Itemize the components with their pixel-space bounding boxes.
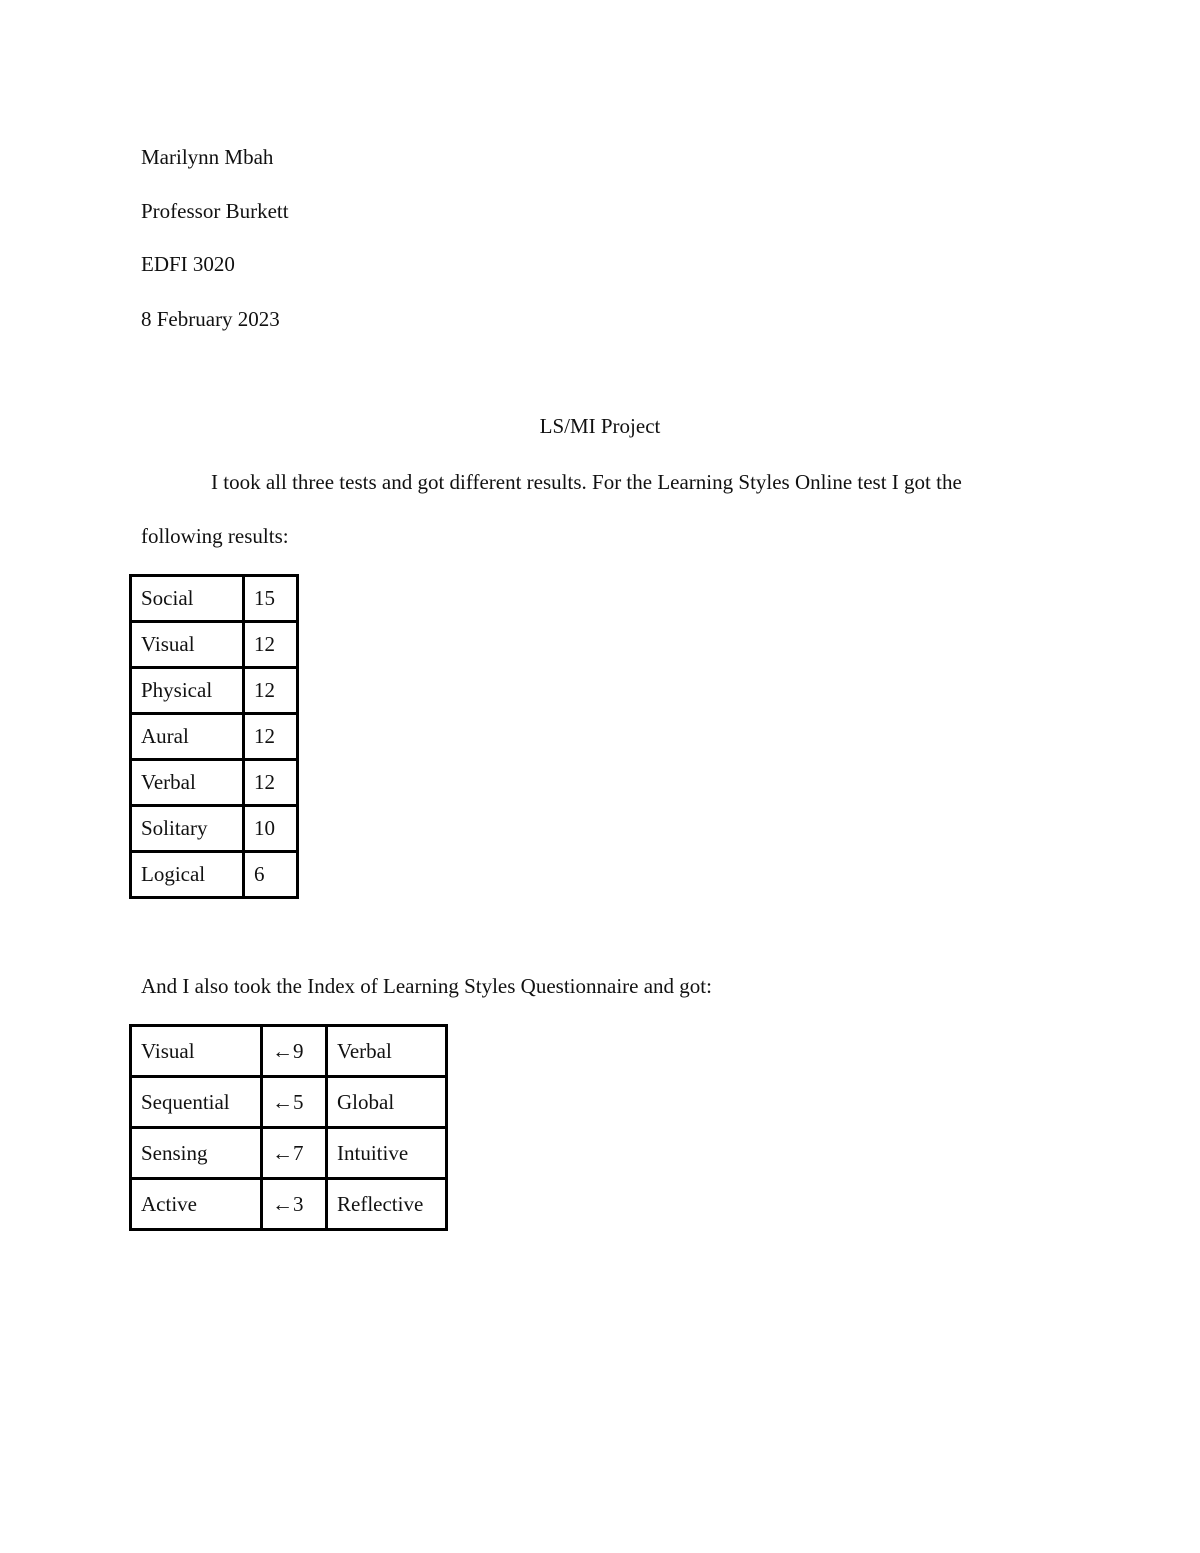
style-label: Visual <box>131 622 244 668</box>
style-label: Verbal <box>131 760 244 806</box>
dimension-score: ←9 <box>262 1026 327 1077</box>
document-date: 8 February 2023 <box>141 307 280 331</box>
style-label: Social <box>131 576 244 622</box>
index-of-learning-styles-table <box>129 1024 448 1231</box>
style-label: Physical <box>131 668 244 714</box>
style-label: Aural <box>131 714 244 760</box>
table-row <box>131 576 298 622</box>
course-code: EDFI 3020 <box>141 252 235 276</box>
table-row <box>131 714 298 760</box>
dimension-score: ←3 <box>262 1179 327 1230</box>
dimension-right: Verbal <box>327 1026 447 1077</box>
dimension-right: Reflective <box>327 1179 447 1230</box>
dimension-right: Global <box>327 1077 447 1128</box>
intro-paragraph-line-1: I took all three tests and got different results. For the Learning Styles Online test I got the <box>211 470 962 494</box>
table-row <box>131 1179 447 1230</box>
dimension-score: ←7 <box>262 1128 327 1179</box>
style-score: 12 <box>244 668 298 714</box>
table-row <box>131 806 298 852</box>
dimension-right: Intuitive <box>327 1128 447 1179</box>
table-row <box>131 1077 447 1128</box>
dimension-left: Visual <box>131 1026 262 1077</box>
table-row <box>131 622 298 668</box>
style-score: 12 <box>244 714 298 760</box>
dimension-left: Sequential <box>131 1077 262 1128</box>
learning-styles-online-table <box>129 574 299 899</box>
style-score: 12 <box>244 760 298 806</box>
table-row <box>131 852 298 898</box>
table-row <box>131 1026 447 1077</box>
dimension-score: ←5 <box>262 1077 327 1128</box>
intro-paragraph-line-2: following results: <box>141 524 289 548</box>
second-intro-paragraph: And I also took the Index of Learning Styles Questionnaire and got: <box>141 974 712 998</box>
table-row <box>131 760 298 806</box>
style-label: Logical <box>131 852 244 898</box>
professor-name: Professor Burkett <box>141 199 289 223</box>
student-name: Marilynn Mbah <box>141 145 274 169</box>
document-title: LS/MI Project <box>539 414 661 438</box>
style-score: 10 <box>244 806 298 852</box>
style-label: Solitary <box>131 806 244 852</box>
dimension-left: Sensing <box>131 1128 262 1179</box>
style-score: 6 <box>244 852 298 898</box>
style-score: 15 <box>244 576 298 622</box>
table-row <box>131 1128 447 1179</box>
table-row <box>131 668 298 714</box>
style-score: 12 <box>244 622 298 668</box>
dimension-left: Active <box>131 1179 262 1230</box>
